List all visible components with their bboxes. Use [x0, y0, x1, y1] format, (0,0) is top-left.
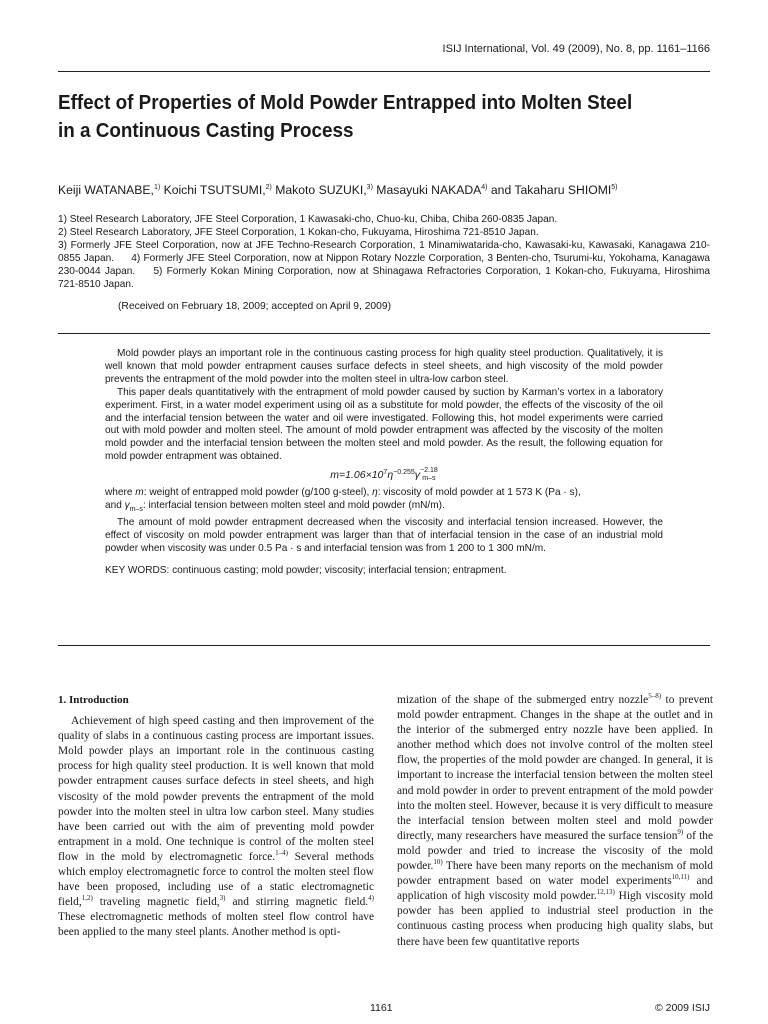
- author-name: and Takaharu SHIOMI: [490, 183, 612, 197]
- keywords: KEY WORDS: continuous casting; mold powder; viscosity; interfacial tension; entrapment.: [105, 564, 507, 576]
- author-name: Koichi TSUTSUMI,: [163, 183, 266, 197]
- section-heading-introduction: 1. Introduction: [58, 694, 129, 706]
- copyright-notice: © 2009 ISIJ: [654, 1002, 710, 1014]
- page-number: 1161: [370, 1002, 393, 1014]
- affiliation-mark: 5): [611, 184, 618, 191]
- journal-reference: ISIJ International, Vol. 49 (2009), No. 8, pp. 1161–1166: [442, 43, 710, 55]
- paper-title: [58, 89, 665, 145]
- author-name: Makoto SUZUKI,: [275, 183, 367, 197]
- intro-paragraph: Achievement of high speed casting and then improvement of the quality of slabs in a continuous casting process are important issues. Mold powder plays an important role in the continuous casting process for high quality steel production. It is well known that mold powder entrapment causes surface defects in steel sheets, and high viscosity of the mold powder prevents the entrapment of the mold powder into the molten steel in ultra low carbon steel. Many studies have been carried out with the aim of preventing mold powder entrapment in a mold. One technique is control of the molten steel flow in the mold by electromagnetic force.$^{1-4)}$ Several methods which employ electromagnetic force to control the molten steel flow have been proposed, including use of a static electromagnetic field,$^{1,2)}$ traveling magnetic field,$^{3)}$ and stirring magnetic field.$^{4)}$ These electromagnetic methods of molten steel flow control have been applied to the many steel plants. Another method is opti-: [58, 715, 374, 939]
- affiliations: [58, 214, 710, 291]
- abstract-bottom-rule: [58, 645, 710, 646]
- author-name: Keiji WATANABE,: [58, 183, 154, 197]
- abstract-paragraph-1: Mold powder plays an important role in the continuous casting process for high quality steel production. Qualitatively, it is well known that mold powder entrapment causes surface defects in steel sheets, and high viscosity of the mold powder prevents the entrapment of the mold powder into the molten steel in ultra-low carbon steel.: [105, 348, 663, 385]
- title-line-2: in a Continuous Casting Process: [58, 119, 354, 142]
- body-column-right: [397, 693, 713, 950]
- body-column-left: [58, 693, 374, 941]
- citation: 5–8): [648, 692, 662, 700]
- citation: 1–4): [275, 848, 288, 857]
- header-rule: [58, 71, 710, 72]
- abstract-paragraph-2: This paper deals quantitatively with the entrapment of mold powder caused by suction by Karman’s vortex in a laboratory experiment. First, in a water model experiment using oil as a substitute for mold powder, the effects of the viscosity of the oil and the interfacial tension between the water and oil were investigated. Following this, hot model experiments were carried out with mold powder and molten steel. The amount of mold powder entrapment was affected by the viscosity of the molten mold powder and the interfacial tension between the molten steel and mold powder. As the result, the following equation for mold powder entrapment was obtained.: [105, 386, 663, 463]
- affiliation-mark: 4): [481, 184, 488, 191]
- received-dates: (Received on February 18, 2009; accepted on April 9, 2009): [118, 301, 392, 312]
- equation-definitions: where m: weight of entrapped mold powder (g/100 g-steel), η: viscosity of mold powder at 1 573 K (Pa · s), and $\gamma_{m-s}$: interfacial tension between molten steel and mold powder (mN/m).: [105, 487, 581, 514]
- citation: 1,2): [81, 894, 93, 903]
- citation: 3): [219, 894, 226, 903]
- affiliation-mark: 2): [265, 184, 272, 191]
- affiliation-2: 2) Steel Research Laboratory, JFE Steel Corporation, 1 Kokan-cho, Fukuyama, Hiroshima 721-8510 Japan.: [58, 226, 539, 238]
- affiliation-1: 1) Steel Research Laboratory, JFE Steel Corporation, 1 Kawasaki-cho, Chuo-ku, Chiba, Chiba 260-0835 Japan.: [58, 214, 558, 225]
- intro-paragraph-continued: mization of the shape of the submerged entry nozzle$^{5-8)}$ to prevent mold powder entrapment. Changes in the shape at the outlet and in the interior of the submerged entry nozzle have been applied. In another method which does not involve control of the molten steel flow, the properties of the mold powder are changed. In general, it is important to increase the interfacial tension between the molten steel and mold powder in order to prevent entrapment of the mold powder into the molten steel. However, because it is very difficult to measure the interfacial tension between molten steel and mold powder directly, many researchers have measured the surface tension$^{9)}$ of the mold powder and tried to increase the viscosity of the mold powder.$^{10)}$ There have been many reports on the mechanism of mold powder entrapment based on water model experiments$^{10,11)}$ and application of high viscosity mold powder.$^{12,13)}$ High viscosity mold powder has been applied to industrial steel production in the continuous casting process when producing high quality slabs, but there have been few quantitative reports: [397, 692, 714, 948]
- title-line-1: Effect of Properties of Mold Powder Entrapped into Molten Steel: [58, 91, 633, 114]
- citation: 10,11): [671, 873, 690, 882]
- affiliation-4: 4) Formerly JFE Steel Corporation, now at Nippon Rotary Nozzle Corporation, 3 Benten-cho, Tsurumi-ku, Yokohama, Kanagawa 230-0044 Japan.: [58, 252, 710, 277]
- affiliation-5: 5) Formerly Kokan Mining Corporation, now at Shinagawa Refractories Corporation, 1 Kokan-cho, Fukuyama, Hiroshima 721-8510 Japan.: [58, 265, 710, 290]
- author-list: [58, 183, 618, 197]
- abstract-top-rule: [58, 333, 710, 334]
- author-name: Masayuki NAKADA: [376, 183, 482, 197]
- abstract: [105, 348, 663, 578]
- entrapment-equation: $m=1.06\times 10^7\eta^{-0.255}\gamma$ −2.18 m–s: [330, 467, 438, 483]
- citation: 9): [677, 827, 684, 836]
- affiliation-mark: 1): [153, 184, 161, 191]
- citation: 12,13): [596, 888, 615, 897]
- citation: 4): [368, 894, 374, 903]
- affiliation-3: 3) Formerly JFE Steel Corporation, now at JFE Techno-Research Corporation, 1 Minamiwatarida-cho, Kawasaki-ku, Kawasaki, Kanagawa 210-0855 Japan.: [58, 239, 710, 264]
- citation: 10): [433, 858, 443, 867]
- affiliation-mark: 3): [366, 184, 373, 191]
- abstract-paragraph-3: The amount of mold powder entrapment decreased when the viscosity and interfacial tension increased. However, the effect of viscosity on mold powder entrapment was larger than that of interfacial tension in the case of an industrial mold powder when viscosity was under 0.5 Pa · s and interfacial tension was from 1 200 to 1 300 mN/m.: [105, 516, 663, 554]
